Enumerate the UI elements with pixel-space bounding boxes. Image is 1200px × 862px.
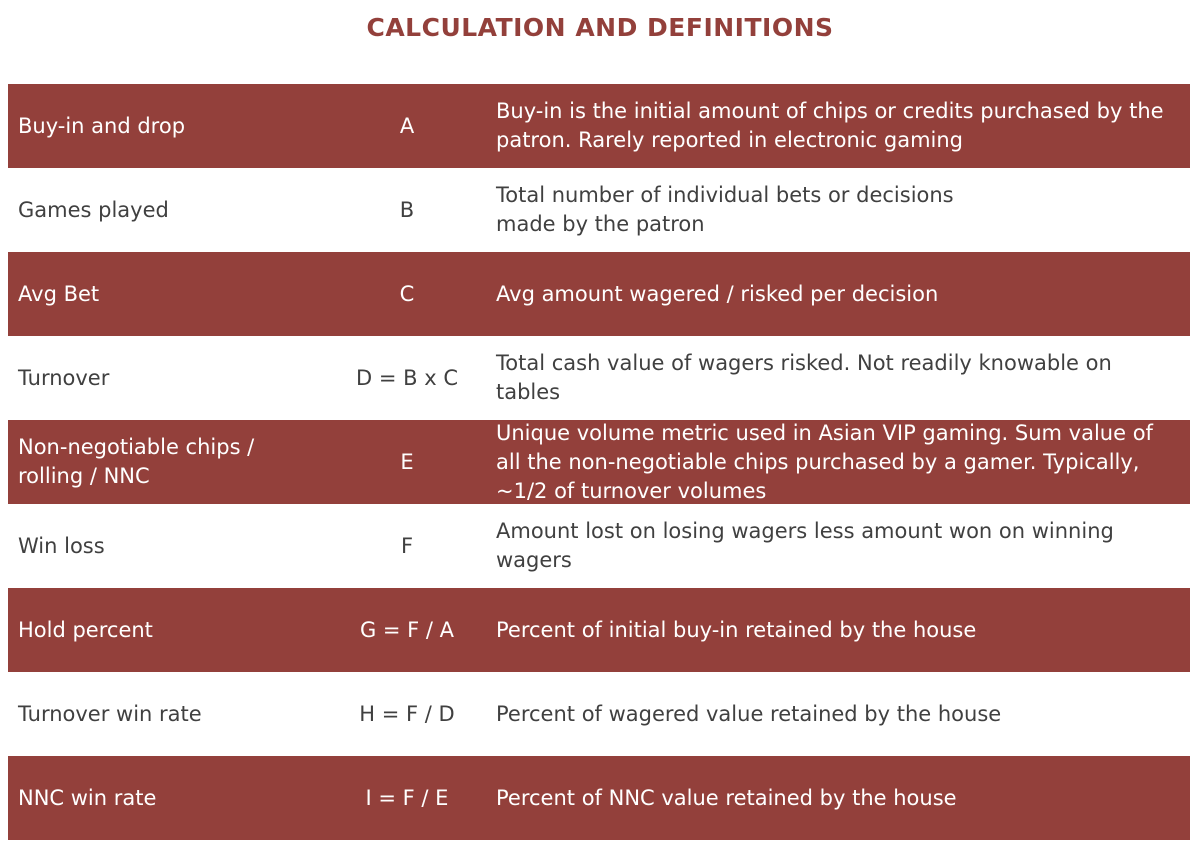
- table-row: [8, 336, 1190, 420]
- definition-cell: [496, 588, 1186, 672]
- formula-cell: [338, 504, 476, 588]
- formula-label: I = F / E: [365, 785, 449, 810]
- table-row: [8, 756, 1190, 840]
- definition-text: Percent of initial buy-in retained by the house: [496, 617, 977, 642]
- term-cell: [18, 168, 338, 252]
- definition-cell: [496, 336, 1186, 420]
- table-row: [8, 672, 1190, 756]
- table-row: [8, 84, 1190, 168]
- term-label: Turnover win rate: [18, 701, 202, 726]
- term-cell: [18, 504, 338, 588]
- formula-label: C: [399, 281, 415, 306]
- definition-cell: [496, 84, 1186, 168]
- term-cell: [18, 588, 338, 672]
- table-row: [8, 588, 1190, 672]
- formula-label: G = F / A: [359, 617, 455, 642]
- definition-cell: [496, 504, 1186, 588]
- term-cell: [18, 336, 338, 420]
- definition-text: Buy-in is the initial amount of chips or credits purchased by the patron. Rarely reported in electronic gaming: [496, 99, 1164, 152]
- term-label: Win loss: [18, 533, 105, 558]
- formula-cell: [338, 672, 476, 756]
- definition-text: Amount lost on losing wagers less amount won on winning wagers: [496, 519, 1114, 572]
- definition-cell: [496, 756, 1186, 840]
- formula-cell: [338, 168, 476, 252]
- term-label: Hold percent: [18, 617, 153, 642]
- formula-cell: [338, 84, 476, 168]
- term-label: Buy-in and drop: [18, 113, 186, 138]
- term-label: Games played: [18, 197, 169, 222]
- table-row: [8, 420, 1190, 504]
- term-cell: [18, 84, 338, 168]
- formula-label: H = F / D: [359, 701, 455, 726]
- term-cell: [18, 756, 338, 840]
- formula-cell: [338, 420, 476, 504]
- formula-cell: [338, 336, 476, 420]
- formula-label: B: [399, 197, 415, 222]
- table-row: [8, 504, 1190, 588]
- definition-text: Percent of wagered value retained by the house: [496, 701, 1002, 726]
- formula-label: F: [400, 533, 414, 558]
- term-cell: [18, 252, 338, 336]
- term-cell: [18, 420, 338, 504]
- formula-cell: [338, 756, 476, 840]
- definition-cell: [496, 420, 1186, 504]
- term-cell: [18, 672, 338, 756]
- term-label: Non-negotiable chips / rolling / NNC: [18, 435, 255, 488]
- definition-cell: [496, 672, 1186, 756]
- formula-cell: [338, 588, 476, 672]
- term-label: NNC win rate: [18, 785, 157, 810]
- definition-text: Total cash value of wagers risked. Not readily knowable on tables: [496, 351, 1112, 404]
- formula-cell: [338, 252, 476, 336]
- formula-label: E: [400, 449, 414, 474]
- formula-label: D = B x C: [356, 365, 458, 390]
- page-title: CALCULATION AND DEFINITIONS: [366, 13, 834, 42]
- term-label: Turnover: [18, 365, 110, 390]
- table-row: [8, 168, 1190, 252]
- definition-text: Avg amount wagered / risked per decision: [496, 281, 939, 306]
- definition-cell: [496, 252, 1186, 336]
- definition-text: Unique volume metric used in Asian VIP gaming. Sum value of all the non-negotiable chips purchased by a gamer. Typically, ~1/2 of turnover volumes: [496, 420, 1153, 503]
- formula-label: A: [399, 113, 415, 138]
- term-label: Avg Bet: [18, 281, 100, 306]
- definition-text: Percent of NNC value retained by the house: [496, 785, 957, 810]
- table-row: [8, 252, 1190, 336]
- definition-text: Total number of individual bets or decisions made by the patron: [496, 183, 954, 236]
- definition-cell: [496, 168, 1186, 252]
